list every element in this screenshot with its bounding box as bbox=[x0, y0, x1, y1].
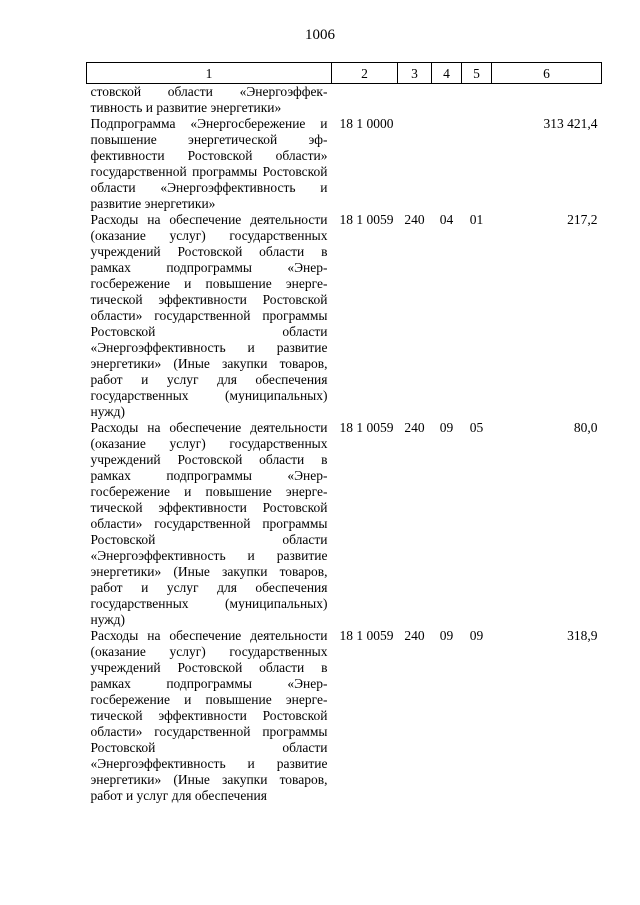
row-vr: 240 bbox=[404, 628, 425, 643]
row-pr bbox=[462, 84, 492, 117]
table-body bbox=[87, 84, 602, 805]
row-rz: 04 bbox=[439, 212, 454, 227]
row-pr: 01 bbox=[469, 212, 484, 227]
row-rz bbox=[432, 116, 462, 212]
column-header-4: 4 bbox=[432, 63, 462, 84]
row-sum: 217,2 bbox=[567, 212, 598, 227]
row-sum: 318,9 bbox=[567, 628, 598, 643]
column-header-3: 3 bbox=[398, 63, 432, 84]
column-header-6: 6 bbox=[492, 63, 602, 84]
row-csr: 18 1 0000 bbox=[339, 116, 394, 131]
page-number: 1006 bbox=[305, 27, 335, 43]
table-row bbox=[87, 84, 602, 117]
row-csr: 18 1 0059 bbox=[339, 212, 394, 227]
row-vr bbox=[398, 116, 432, 212]
row-csr: 18 1 0059 bbox=[339, 420, 394, 435]
row-sum: 80,0 bbox=[573, 420, 598, 435]
row-pr: 05 bbox=[469, 420, 484, 435]
row-name: Подпрограмма «Энергосбережение и повышение энергетической эффективности Ростовской области» государственной программы Ростовской области «Энергоэффективность и развитие энергетики» bbox=[90, 116, 328, 211]
row-rz bbox=[432, 84, 462, 117]
row-name: Расходы на обеспечение деятельности (оказание услуг) государственных учреждений Ростовской области в рамках подпрограммы «Энергосбережение и повышение энергетической эффективности Ростовской области» государственной программы Ростовской области «Энергоэффективность и развитие энергетики» (Иные закупки товаров, работ и услуг для обеспечения bbox=[90, 628, 328, 803]
row-name: Расходы на обеспечение деятельности (оказание услуг) государственных учреждений Ростовской области в рамках подпрограммы «Энергосбережение и повышение энергетической эффективности Ростовской области» государственной программы Ростовской области «Энергоэффективность и развитие энергетики» (Иные закупки товаров, работ и услуг для обеспечения государственных (муниципальных) нужд) bbox=[90, 420, 328, 627]
row-rz: 09 bbox=[439, 628, 454, 643]
row-name: Расходы на обеспечение деятельности (оказание услуг) государственных учреждений Ростовской области в рамках подпрограммы «Энергосбережение и повышение энергетической эффективности Ростовской области» государственной программы Ростовской области «Энергоэффективность и развитие энергетики» (Иные закупки товаров, работ и услуг для обеспечения государственных (муниципальных) нужд) bbox=[90, 212, 328, 419]
row-vr: 240 bbox=[404, 212, 425, 227]
row-csr bbox=[332, 84, 398, 117]
column-header-5: 5 bbox=[462, 63, 492, 84]
row-rz: 09 bbox=[439, 420, 454, 435]
header-row bbox=[87, 63, 602, 84]
row-pr bbox=[462, 116, 492, 212]
budget-table bbox=[86, 62, 602, 804]
row-vr: 240 bbox=[404, 420, 425, 435]
table-row bbox=[87, 212, 602, 420]
table-row bbox=[87, 628, 602, 804]
row-csr: 18 1 0059 bbox=[339, 628, 394, 643]
table-row bbox=[87, 116, 602, 212]
row-vr bbox=[398, 84, 432, 117]
column-header-2: 2 bbox=[332, 63, 398, 84]
row-sum: 313 421,4 bbox=[543, 116, 598, 131]
column-header-1: 1 bbox=[87, 63, 332, 84]
table-row bbox=[87, 420, 602, 628]
table-header bbox=[87, 63, 602, 84]
row-name: стовской области «Энергоэффективность и развитие энергетики» bbox=[90, 84, 328, 115]
row-sum bbox=[492, 84, 602, 117]
row-pr: 09 bbox=[469, 628, 484, 643]
